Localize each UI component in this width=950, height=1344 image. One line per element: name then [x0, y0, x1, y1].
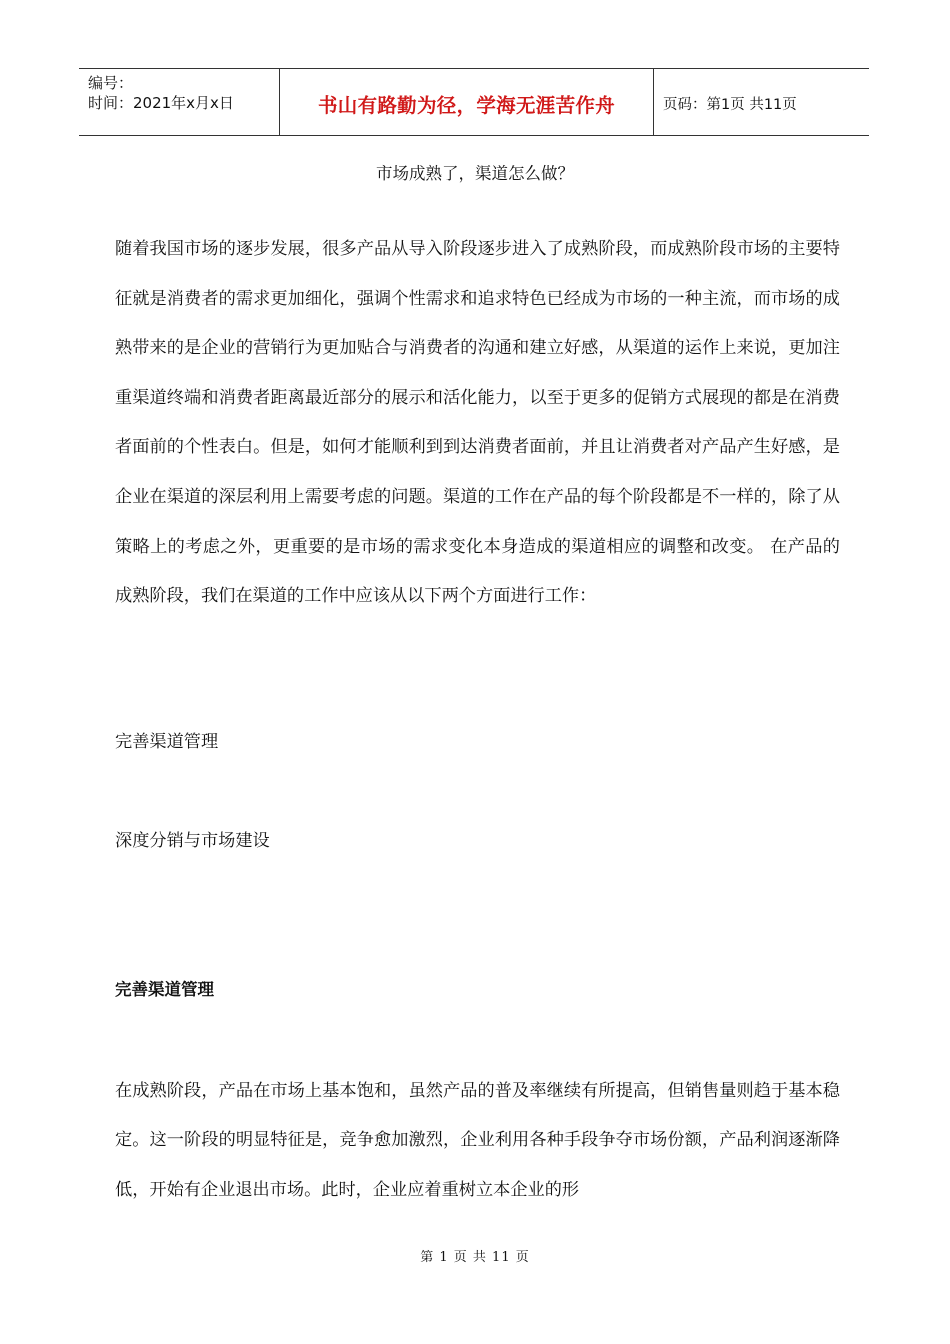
intro-paragraph: 随着我国市场的逐步发展，很多产品从导入阶段逐步进入了成熟阶段，而成熟阶段市场的主要特征就是消费者的需求更加细化，强调个性需求和追求特色已经成为市场的一种主流，而市场的成熟带来的是企业的营销行为更加贴合与消费者的沟通和建立好感，从渠道的运作上来说，更加注重渠道终端和消费者距离最近部分的展示和活化能力，以至于更多的促销方式展现的都是在消费者面前的个性表白。但是，如何才能顺利到到达消费者面前，并且让消费者对产品产生好感，是企业在渠道的深层利用上需要考虑的问题。渠道的工作在产品的每个阶段都是不一样的，除了从策略上的考虑之外，更重要的是市场的需求变化本身造成的渠道相应的调整和改变。 在产品的成熟阶段，我们在渠道的工作中应该从以下两个方面进行工作：: [115, 239, 840, 607]
header-motto-cell: [280, 69, 654, 135]
page-code: 页码：第1页 共11页: [663, 96, 797, 113]
header-page-cell: [654, 69, 869, 135]
motto-text: 书山有路勤为径，学海无涯苦作舟: [317, 94, 615, 117]
document-header: [79, 68, 869, 136]
page-footer: 第 1 页 共 11 页: [420, 1250, 530, 1265]
outline-item-deep-distribution: 深度分销与市场建设: [115, 831, 270, 851]
outline-item-channel-management: 完善渠道管理: [115, 732, 219, 752]
number-label: 编号：: [88, 74, 134, 92]
section-heading: 完善渠道管理: [115, 980, 214, 999]
section-paragraph: 在成熟阶段，产品在市场上基本饱和，虽然产品的普及率继续有所提高，但销售量则趋于基本稳定。这一阶段的明显特征是，竞争愈加激烈，企业利用各种手段争夺市场份额，产品利润逐渐降低，开始有企业退出市场。此时，企业应着重树立本企业的形: [115, 1081, 840, 1200]
time-label: 时间：2021年x月x日: [88, 94, 234, 112]
document-title: 市场成熟了，渠道怎么做？: [376, 164, 574, 183]
header-meta-cell: [79, 69, 280, 135]
